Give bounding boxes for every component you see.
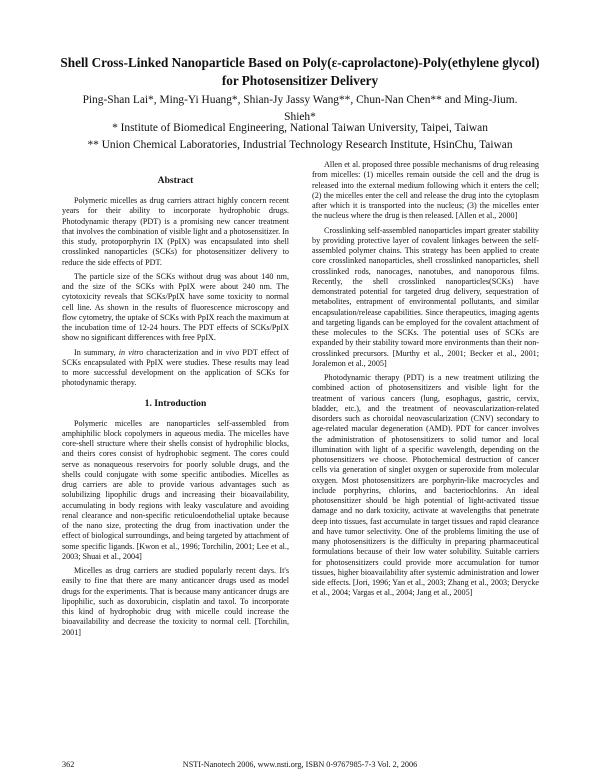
left-column (62, 175, 289, 642)
body-paragraph-crosslinking: Crosslinking self-assembled nanoparticles impart greater stability by providing protective layer of covalent linkages between the self-assembled polymer chains. This strategy has been applied to create core crosslinked nanoparticles, shell crosslinked nanoparticles, shell crosslinked rods, nanocages, nanotubes, and nanoporous films. Recently, the shell crosslinked nanoparticles(SCKs) have demonstrated potential for targeted drug delivery, sequestration of metabolites, entrapment of environmental pollutants, and similar encapsulation/release capabilities. Since therapeutics, imaging agents and targeting ligands can be employed for the covalent attachment of these molecules to the SCKs. The potential uses of SCKs are expanded by their stability toward more environments than their non-crosslinked precursors. [Murthy et al., 2001; Becker et al., 2001; Joralemon et al., 2005] (312, 225, 539, 368)
affiliation-1: * Institute of Biomedical Engineering, National Taiwan University, Taipei, Taiwan (112, 122, 488, 134)
footer-citation: NSTI-Nanotech 2006, www.nsti.org, ISBN 0-9767985-7-3 Vol. 2, 2006 (182, 760, 418, 769)
abstract-paragraph-2: The particle size of the SCKs without drug was about 140 nm, and the size of the SCKs with PpIX were about 240 nm. The cytotoxicity reveals that SCKs/PpIX have some toxicity to normal cell line. As shown in the results of fluorescence microscopy and flow cytometry, the uptake of SCKs with PpIX reach the maximum at the incubation time of 12-24 hours. The PDT effects of SCKs/PpIX show no significant differences with free PpIX. (62, 271, 289, 343)
introduction-heading: 1. Introduction (144, 397, 207, 409)
body-paragraph-pdt: Photodynamic therapy (PDT) is a new treatment utilizing the combined action of photosensitizers and visible light for the treatment of various cancers (lung, esophagus, gastric, cervix, bladder, etc.), and the treatment of neovascularization-related disorders such as choroidal neovascularization (CNV) secondary to age-related macular degeneration (AMD). PDT for cancer involves the administration of photosensitizers to solid tumor and local illumination with light of a specific wavelength, depending on the photosensitizers we choose. Photochemical destruction of cancer cells via generation of singlet oxygen or superoxide from molecular oxygen. Most photosensitizers are porphyrin-like macrocycles and include porphyrins, chlorins, and bacteriochlorins. An ideal photosensitizer should be high potential of light-activated tissue damage and no dark toxicity, activate at wavelengths that penetrate deep into tissues, fast accumulate in target tissues and rapid clearance and have tumor selectivity. One of the problems limiting the use of many photosensitizers is the difficulty in preparing pharmaceutical formulations because of their low water solubility. Suitable carriers for photosensitizers could provide more accumulation for tumor tissues, higher bioavailability after systemic administration and lower side effects. [Jori, 1996; Yan et al., 2003; Zhang et al., 2003; Derycke et al., 2004; Vargas et al., 2004; Jang et al., 2005] (312, 373, 539, 598)
introduction-paragraph-2: Micelles as drug carriers are studied popularly recent days. It's easily to fine that there are many anticancer drugs used as model drugs for the experiments. That is because many anticancer drugs are lipophilic, such as doxorubicin, cisplatin and taxol. To incorporate this kind of hydrophobic drug with micelle could increase the bioavailability and decrease the toxicity to normal cell. [Torchilin, 2001] (62, 566, 289, 637)
affiliation-2: ** Union Chemical Laboratories, Industrial Technology Research Institute, HsinChu, Taiwan (87, 139, 513, 151)
right-column (312, 160, 539, 603)
paper-title: Shell Cross-Linked Nanoparticle Based on Poly(ε-caprolactone)-Poly(ethylene glycol) for Photosensitizer Delivery (60, 55, 540, 88)
author-list: Ping-Shan Lai*, Ming-Yi Huang*, Shian-Jy Jassy Wang**, Chun-Nan Chen** and Ming-Jium. Shieh* (82, 94, 518, 123)
body-paragraph-mechanisms: Allen et al. proposed three possible mechanisms of drug releasing from micelles: (1) micelles remain outside the cell and the drug is released into the external medium following which it enters the cell; (2) the micelles enter the cell and release the drug into the cytoplasm after which it is transported into the nucleus; (3) the micelles enter the nucleus where the drug is then released. [Allen et al., 2000] (312, 160, 539, 221)
abstract-heading: Abstract (157, 175, 194, 186)
introduction-paragraph-1: Polymeric micelles are nanoparticles self-assembled from amphiphilic block copolymers in aqueous media. The micelles have core-shell structure where their shells consist of hydrophilic blocks, and theirs cores consist of hydrophobic segment. The cores could serve as nonaqueous reservoirs for poorly soluble drugs, and the shells could conjugate with some specific antibodies. Micelles as drug carriers are able to provide various advantages such as solubilizing lipophilic drugs and increasing their bioavailability, accumulating in body regions with leaky vasculature and avoiding renal clearance and non-specific reticuloendothelial uptake because of the nano size, protecting the drug from inactivation under the effect of biological surroundings, and being targeted by attachment of some specific ligands. [Kwon et al., 1996; Torchilin, 2001; Lee et al., 2003; Shuai et al., 2004] (62, 418, 289, 561)
page-number: 362 (62, 760, 75, 769)
abstract-paragraph-3: In summary, in vitro characterization and in vivo PDT effect of SCKs encapsulated with PpIX were studies. These results may lead to more successful development on the application of SCKs for photodynamic therapy. (62, 347, 290, 388)
abstract-paragraph-1: Polymeric micelles as drug carriers attract highly concern recent years for their ability to incorporate hydrophobic drugs. Photodynamic therapy (PDT) is a promising new cancer treatment that involves the combination of visible light and a photosensitizer. In this study, protoporphyrin IX (PpIX) was encapsulated into shell crosslinked nanoparticles (SCKs) for photosensitizer delivery to reduce the side effects of PDT. (62, 196, 289, 267)
